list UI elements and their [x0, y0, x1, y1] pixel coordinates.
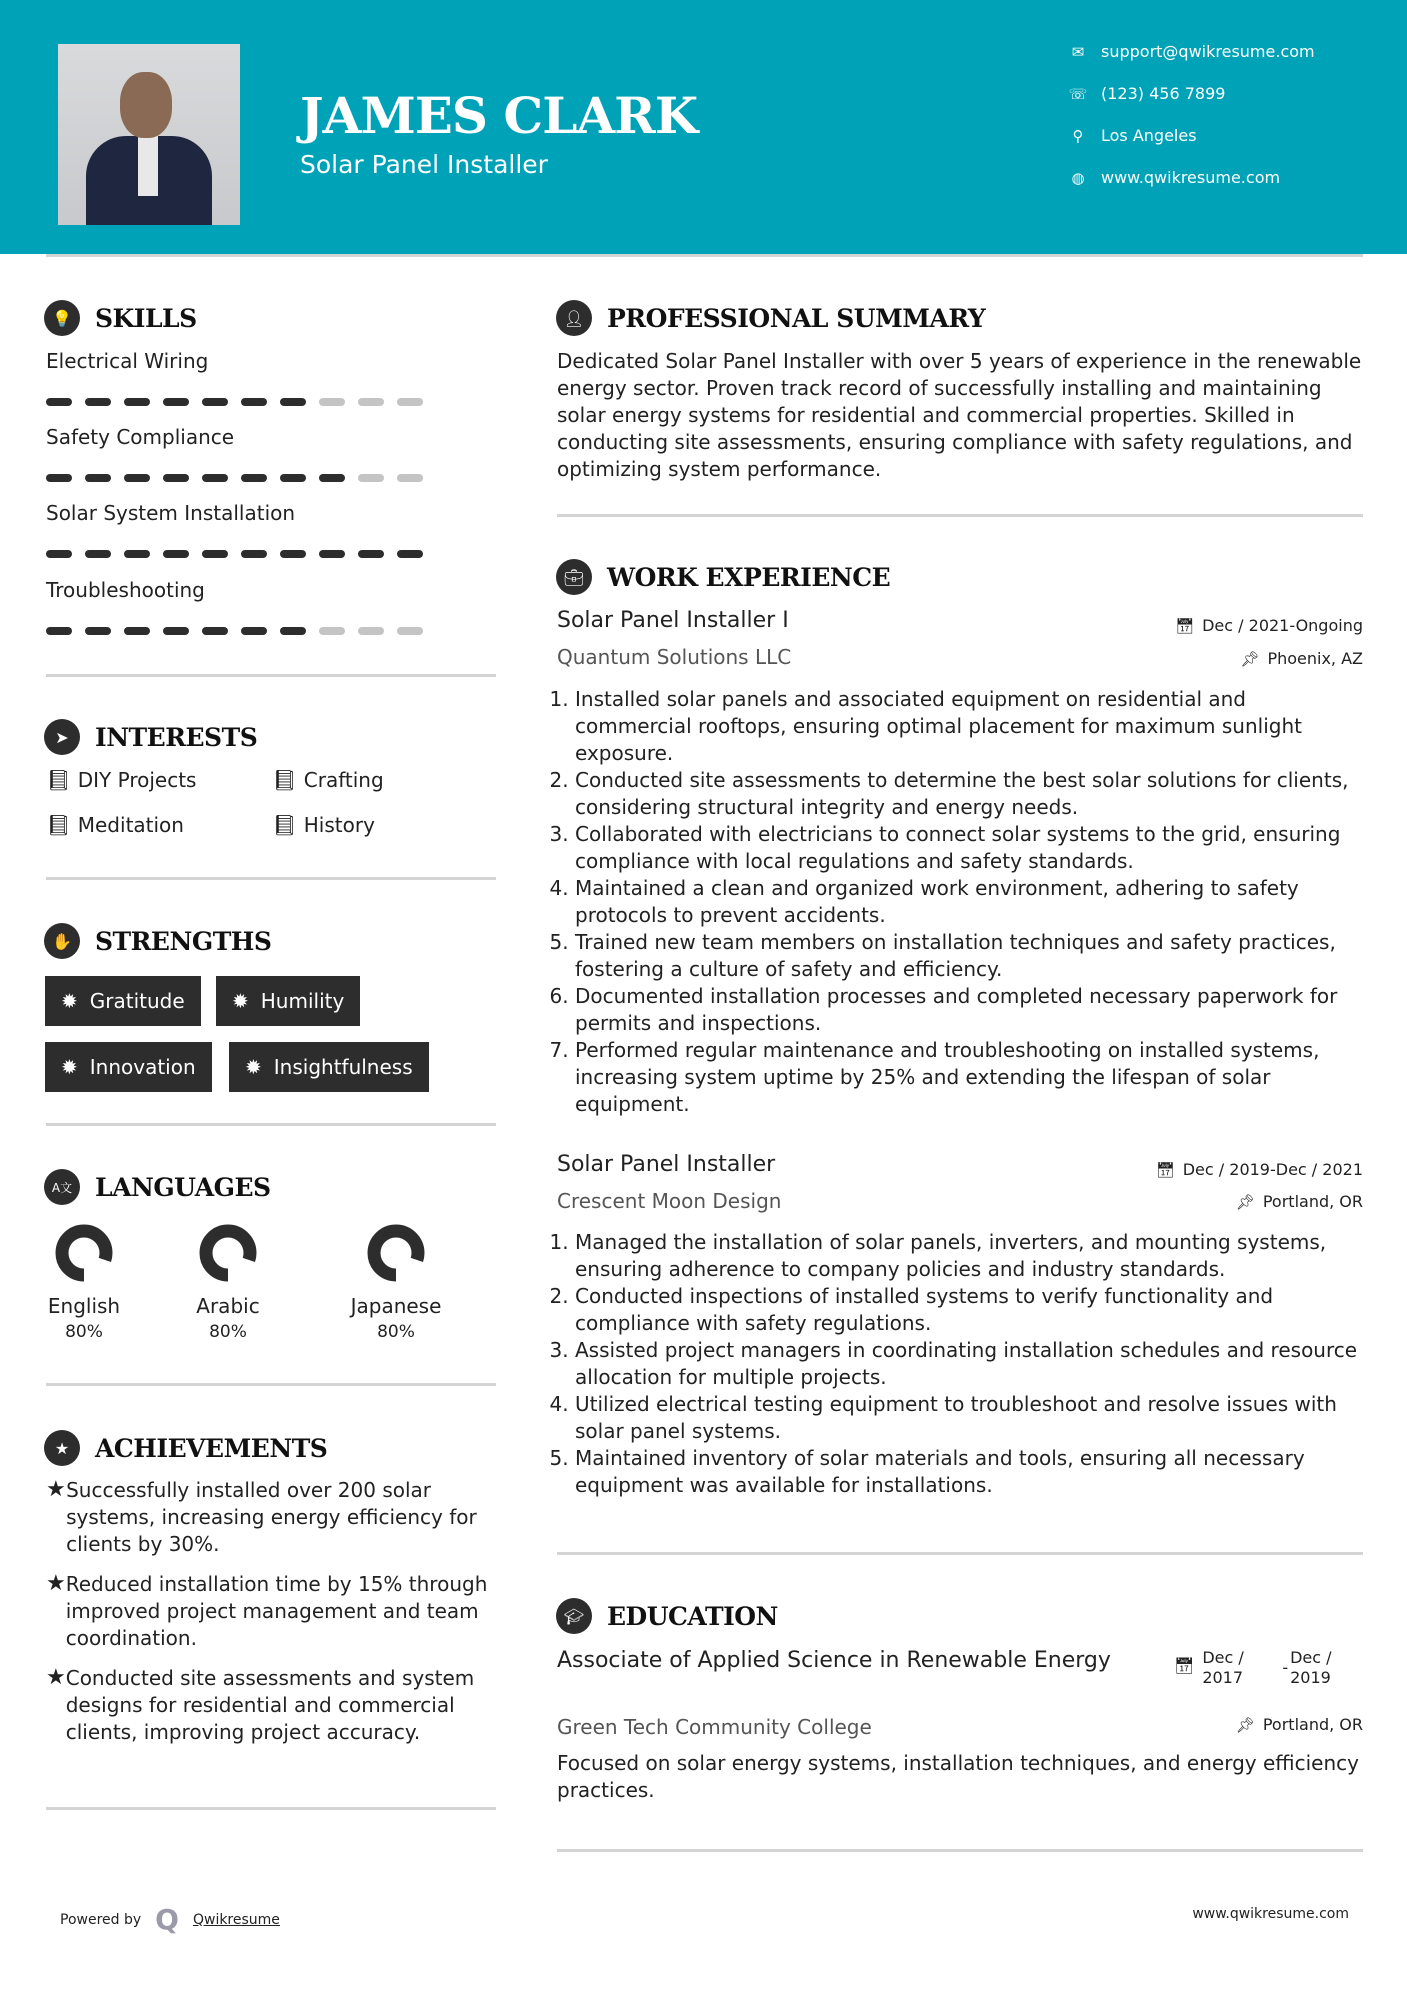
skill-dash-filled — [280, 398, 306, 406]
interest-label: DIY Projects — [77, 768, 197, 792]
divider — [557, 1849, 1363, 1852]
skill-dash-filled — [46, 474, 72, 482]
skill-dash-empty — [358, 398, 384, 406]
contact-location — [1066, 126, 1197, 145]
job-company: Quantum Solutions LLC — [557, 645, 792, 669]
dates-text: Dec / 2021-Ongoing — [1202, 616, 1363, 635]
contact-email[interactable] — [1066, 42, 1315, 61]
header-banner — [0, 0, 1407, 254]
skill-dash-filled — [202, 550, 228, 558]
donut-arc — [62, 1231, 106, 1275]
job-bullet: 5. Trained new team members on installation techniques and safety practices, fostering a culture of safety and efficiency. — [575, 929, 1363, 983]
divider — [46, 1383, 496, 1386]
qwikresume-logo-icon: Q — [155, 1903, 179, 1936]
job-bullet: 2. Conducted site assessments to determine the best solar solutions for clients, considering structural integrity and energy needs. — [575, 767, 1363, 821]
job-dates — [1156, 1160, 1363, 1179]
job-bullet: 7. Performed regular maintenance and troubleshooting on installed systems, increasing system uptime by 25% and extending the lifespan of solar equipment. — [575, 1037, 1363, 1118]
location-text: Phoenix, AZ — [1267, 649, 1363, 668]
skill-bar — [46, 398, 423, 406]
achievements-heading — [44, 1430, 327, 1466]
interest-item — [46, 767, 196, 794]
date-separator: - — [1282, 1658, 1289, 1677]
book-icon: 📘︎ — [272, 813, 304, 837]
languages-heading — [44, 1169, 271, 1205]
tag-label: Humility — [260, 989, 345, 1013]
skill-dash-empty — [397, 627, 423, 635]
section-title: ACHIEVEMENTS — [95, 1433, 328, 1463]
job-dates — [1175, 616, 1363, 635]
job-bullet: 1. Managed the installation of solar panels, inverters, and mounting systems, ensuring adherence to company policies and industry standards. — [575, 1229, 1363, 1283]
job-bullet: 1. Installed solar panels and associated equipment on residential and commercial rooftops, ensuring optimal placement for maximum sunlight exposure. — [575, 686, 1363, 767]
profile-photo — [58, 44, 240, 225]
section-title: WORK EXPERIENCE — [607, 562, 891, 592]
skill-dash-filled — [280, 474, 306, 482]
strength-tag — [229, 1042, 429, 1092]
skill-name: Troubleshooting — [46, 578, 205, 602]
skill-dash-filled — [85, 474, 111, 482]
skill-dash-filled — [85, 398, 111, 406]
candidate-title: Solar Panel Installer — [300, 150, 548, 179]
skill-dash-empty — [319, 398, 345, 406]
badge-icon: ✹ — [232, 989, 249, 1013]
school-name: Green Tech Community College — [557, 1715, 872, 1739]
skill-dash-filled — [163, 398, 189, 406]
skill-dash-filled — [280, 550, 306, 558]
language-donut — [197, 1222, 259, 1284]
divider — [46, 254, 1363, 257]
skill-dash-filled — [124, 627, 150, 635]
job-bullet: 4. Maintained a clean and organized work environment, adhering to safety protocols to prevent accidents. — [575, 875, 1363, 929]
skill-dash-filled — [163, 627, 189, 635]
lightbulb-icon: 💡 — [44, 300, 80, 336]
user-icon: 👤︎ — [556, 300, 592, 336]
section-title: INTERESTS — [95, 722, 258, 752]
achievement-item — [46, 1665, 496, 1746]
degree-title: Associate of Applied Science in Renewable Energy — [557, 1648, 1111, 1673]
contact-text: www.qwikresume.com — [1101, 168, 1281, 187]
language-item — [336, 1222, 456, 1342]
envelope-icon: ✉ — [1071, 42, 1085, 61]
skills-heading — [44, 300, 197, 336]
divider — [46, 1123, 496, 1126]
contact-text: (123) 456 7899 — [1101, 84, 1226, 103]
globe-icon: ◍ — [1071, 168, 1085, 187]
skill-dash-filled — [85, 627, 111, 635]
section-title: STRENGTHS — [95, 926, 272, 956]
interest-item — [272, 812, 375, 839]
skill-dash-filled — [85, 550, 111, 558]
education-dates — [1174, 1648, 1340, 1688]
achievement-text: Conducted site assessments and system designs for residential and commercial clients, improving project accuracy. — [65, 1666, 475, 1744]
job-location — [1236, 1192, 1363, 1211]
divider — [46, 1807, 496, 1810]
skill-dash-filled — [241, 398, 267, 406]
skill-dash-empty — [397, 398, 423, 406]
job-bullet: 5. Maintained inventory of solar materials and tools, ensuring all necessary equipment was available for installations. — [575, 1445, 1363, 1499]
briefcase-icon: 💼︎ — [556, 559, 592, 595]
skill-dash-filled — [124, 398, 150, 406]
language-donut — [365, 1222, 427, 1284]
strength-tag — [216, 976, 360, 1026]
divider — [46, 674, 496, 677]
language-name: Japanese — [350, 1294, 442, 1318]
donut-arc — [374, 1231, 418, 1275]
brand-link[interactable]: Qwikresume — [192, 1911, 280, 1928]
book-icon: 📘︎ — [272, 768, 304, 792]
contact-text: support@qwikresume.com — [1101, 42, 1315, 61]
education-heading — [556, 1598, 778, 1634]
skill-dash-filled — [280, 627, 306, 635]
language-item — [24, 1222, 144, 1342]
interest-item — [46, 812, 184, 839]
footer-website[interactable]: www.qwikresume.com — [1192, 1906, 1349, 1922]
skill-dash-filled — [202, 474, 228, 482]
star-icon: ★ — [46, 1477, 66, 1502]
skill-dash-filled — [46, 550, 72, 558]
skill-name: Electrical Wiring — [46, 349, 209, 373]
skill-bar — [46, 627, 423, 635]
language-donut — [53, 1222, 115, 1284]
skill-bar — [46, 474, 423, 482]
star-icon: ★ — [46, 1665, 66, 1690]
strength-tag — [45, 976, 201, 1026]
skill-dash-empty — [358, 474, 384, 482]
badge-icon: ✹ — [61, 1055, 78, 1079]
tag-label: Insightfulness — [273, 1055, 413, 1079]
location-text: Portland, OR — [1262, 1715, 1363, 1734]
skill-dash-empty — [358, 627, 384, 635]
skill-dash-filled — [241, 474, 267, 482]
contact-text: Los Angeles — [1101, 126, 1197, 145]
job-title: Solar Panel Installer I — [557, 608, 789, 633]
pushpin-icon: 📌︎ — [1240, 649, 1260, 668]
badge-icon: ✹ — [245, 1055, 262, 1079]
achievement-item — [46, 1571, 496, 1652]
skill-name: Solar System Installation — [46, 501, 296, 525]
summary-text: Dedicated Solar Panel Installer with over 5 years of experience in the renewable energy sector. Proven track record of successfully installing and maintaining solar energy systems for residential and commercial properties. Skilled in conducting site assessments, ensuring compliance with safety regulations, and optimizing system performance. — [557, 349, 1362, 481]
skill-name: Safety Compliance — [46, 425, 235, 449]
job-bullet: 2. Conducted inspections of installed systems to verify functionality and compliance with safety regulations. — [575, 1283, 1363, 1337]
skill-dash-empty — [319, 627, 345, 635]
donut-arc — [206, 1231, 250, 1275]
paper-plane-icon: ➤ — [44, 719, 80, 755]
map-marker-icon: ⚲ — [1072, 126, 1084, 145]
job-bullet: 6. Documented installation processes and completed necessary paperwork for permits and inspections. — [575, 983, 1363, 1037]
tag-label: Innovation — [89, 1055, 196, 1079]
book-icon: 📘︎ — [46, 768, 78, 792]
divider — [557, 1552, 1363, 1555]
job-bullets — [557, 1229, 1363, 1499]
skill-dash-filled — [397, 550, 423, 558]
job-title: Solar Panel Installer — [557, 1152, 776, 1177]
location-text: Portland, OR — [1262, 1192, 1363, 1211]
education-description: Focused on solar energy systems, installation techniques, and energy efficiency practices. — [557, 1751, 1359, 1802]
job-bullet: 3. Assisted project managers in coordinating installation schedules and resource allocation for multiple projects. — [575, 1337, 1363, 1391]
hand-icon: ✋ — [44, 923, 80, 959]
section-title: LANGUAGES — [95, 1172, 271, 1202]
end-date: Dec / 2019 — [1290, 1648, 1332, 1687]
star-icon: ★ — [46, 1571, 66, 1596]
job-bullet: 4. Utilized electrical testing equipment to troubleshoot and resolve issues with solar panel systems. — [575, 1391, 1363, 1445]
achievement-item — [46, 1477, 496, 1558]
section-title: EDUCATION — [607, 1601, 778, 1631]
experience-heading — [556, 559, 890, 595]
tag-label: Gratitude — [89, 989, 185, 1013]
language-name: Arabic — [196, 1294, 260, 1318]
calendar-icon: 📅︎ — [1155, 1160, 1175, 1179]
skill-dash-filled — [163, 474, 189, 482]
pushpin-icon: 📌︎ — [1235, 1192, 1255, 1211]
skill-dash-filled — [319, 550, 345, 558]
skill-dash-filled — [163, 550, 189, 558]
contact-phone — [1066, 84, 1225, 103]
skill-dash-empty — [397, 474, 423, 482]
language-item — [168, 1222, 288, 1342]
interest-item — [272, 767, 384, 794]
candidate-name: JAMES CLARK — [300, 86, 698, 145]
education-location — [1236, 1715, 1363, 1734]
skill-dash-filled — [46, 627, 72, 635]
powered-by-text: Powered by — [60, 1911, 142, 1928]
interest-label: Meditation — [77, 813, 184, 837]
skill-dash-filled — [319, 474, 345, 482]
skill-dash-filled — [124, 474, 150, 482]
skill-dash-filled — [124, 550, 150, 558]
job-bullet: 3. Collaborated with electricians to connect solar systems to the grid, ensuring compliance with local regulations and safety standards. — [575, 821, 1363, 875]
start-date: Dec / 2017 — [1202, 1648, 1244, 1687]
job-company: Crescent Moon Design — [557, 1189, 782, 1213]
skill-dash-filled — [46, 398, 72, 406]
interest-label: Crafting — [303, 768, 384, 792]
graduation-cap-icon: 🎓︎ — [556, 1598, 592, 1634]
language-percent: 80% — [65, 1322, 103, 1342]
calendar-icon: 📅︎ — [1175, 616, 1195, 635]
translate-icon: A文 — [44, 1169, 80, 1205]
strength-tag — [45, 1042, 212, 1092]
skill-bar — [46, 550, 423, 558]
calendar-icon: 📅︎ — [1174, 1656, 1195, 1675]
skill-dash-filled — [202, 398, 228, 406]
achievement-text: Successfully installed over 200 solar systems, increasing energy efficiency for clients by 30%. — [66, 1478, 477, 1556]
section-title: SKILLS — [95, 303, 197, 333]
skill-dash-filled — [241, 550, 267, 558]
job-location — [1240, 649, 1363, 668]
language-percent: 80% — [377, 1322, 415, 1342]
dates-text: Dec / 2019-Dec / 2021 — [1182, 1160, 1363, 1179]
skill-dash-filled — [241, 627, 267, 635]
badge-icon: ✹ — [61, 989, 78, 1013]
skill-dash-filled — [202, 627, 228, 635]
language-percent: 80% — [209, 1322, 247, 1342]
job-bullets — [557, 686, 1363, 1118]
strengths-heading — [44, 923, 271, 959]
footer-powered — [60, 1903, 280, 1936]
interest-label: History — [303, 813, 375, 837]
section-title: PROFESSIONAL SUMMARY — [607, 303, 986, 333]
divider — [557, 514, 1363, 517]
star-icon: ★ — [44, 1430, 80, 1466]
pushpin-icon: 📌︎ — [1235, 1715, 1255, 1734]
interests-heading — [44, 719, 257, 755]
divider — [46, 877, 496, 880]
skill-dash-filled — [358, 550, 384, 558]
phone-icon: ☏ — [1068, 84, 1088, 103]
language-name: English — [47, 1294, 121, 1318]
achievement-text: Reduced installation time by 15% through improved project management and team coordination. — [65, 1572, 488, 1650]
summary-heading — [556, 300, 985, 336]
book-icon: 📘︎ — [46, 813, 78, 837]
contact-website[interactable] — [1066, 168, 1280, 187]
